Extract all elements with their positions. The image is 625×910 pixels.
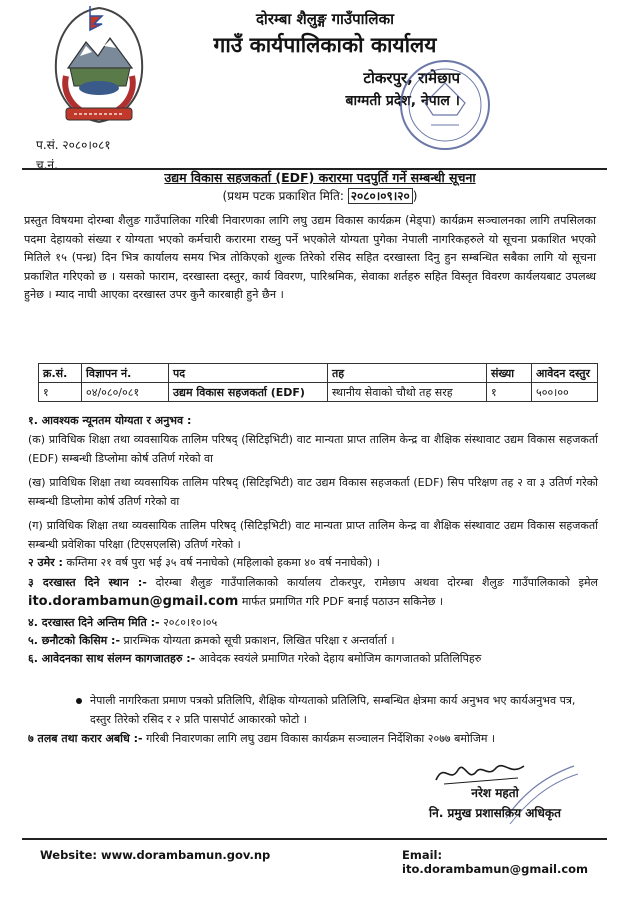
s2-text: कम्तिमा २१ वर्ष पुरा भई ३५ वर्ष ननाघेको (महिलाको हकमा ४० वर्ष ननाघेको) । — [66, 556, 380, 569]
col-ad-no: विज्ञापन नं. — [82, 364, 169, 383]
cell-ad-no: ०४/०८०/०८१ — [82, 383, 169, 402]
bullet-icon — [76, 698, 82, 704]
section-3 — [28, 574, 598, 611]
col-sn: क्र.सं. — [39, 364, 82, 383]
publish-prefix: (प्रथम पटक प्रकाशित मिति: — [222, 189, 344, 203]
office-province: बाग्मती प्रदेश, नेपाल । — [345, 93, 460, 109]
section-1-b: (ख) प्राविधिक शिक्षा तथा व्यवसायिक तालिम परिषद् (सिटिइभिटी) वाट उद्यम विकास सहजकर्ता (EDF) सिप परिक्षण तह २ वा ३ उतिर्ण गरेको सम्बन्धी डिप्लोमा कोर्ष उतिर्ण गरेको वा — [28, 476, 598, 508]
publish-date: २०८०।०९।२० — [348, 188, 413, 204]
municipality-name: दोरम्बा शैलुङ्ग गाउँपालिका — [255, 10, 395, 28]
office-stamp-icon — [395, 55, 495, 155]
s3-email-link[interactable]: ito.dorambamun@gmail.com — [28, 593, 239, 609]
col-post: पद — [169, 364, 328, 383]
cell-sn: १ — [39, 383, 82, 402]
s6-text: आवेदक स्वयंले प्रमाणित गरेको देहाय बमोजिम कागजातको प्रतिलिपिहरु — [198, 652, 482, 665]
section-6 — [28, 650, 598, 669]
cell-level: स्थानीय सेवाको चौथो तह सरह — [328, 383, 487, 402]
cell-post: उद्यम विकास सहजकर्ता (EDF) — [169, 383, 328, 402]
office-name: गाउँ कार्यपालिकाको कार्यालय — [213, 33, 437, 57]
office-address: टोकरपुर, रामेछाप — [363, 69, 460, 87]
section-4 — [28, 614, 598, 633]
s5-label: ५. छनौटको किसिम :- — [28, 634, 121, 647]
s4-text: २०८०।१०।०५ — [163, 616, 218, 629]
section-6-bullet — [90, 692, 595, 729]
s4-label: ४. दरखास्त दिने अन्तिम मिति :- — [28, 616, 160, 629]
footer-website[interactable]: Website: www.dorambamun.gov.np — [40, 848, 271, 862]
s7-label: ७ तलब तथा करार अबधि :- — [28, 732, 143, 745]
col-level: तह — [328, 364, 487, 383]
signer-name: नरेश महतो — [471, 786, 519, 800]
vacancy-table — [38, 363, 598, 402]
intro-paragraph: प्रस्तुत विषयमा दोरम्बा शैलुङ गाउँपालिका गरिबी निवारणका लागि लघु उद्यम विकास कार्यक्रम (मेड्पा) कार्यक्रम सञ्चालनका लागि तपसिलका पदमा देहायको संख्या र योग्यता भएको कर्मचारी करारमा राख्नु पर्ने भएकोले योग्यता पुगेका नेपाली नागरिकहरुले यो सूचना प्रकाशित भएको मितिले १५ (पन्ध्र) दिन भित्र कार्यालय समय भित्र तोकिएको शुल्क तिरेको रसिद सहित दरखास्ता दिनु हुन सम्बन्धित सबैका लागि यो सूचना प्रकाशित गरिएको छ । यसको फाराम, दरखास्ता दस्तुर, कार्य विवरण, पारिश्रमिक, सेवाका शर्तहरु सहित विस्तृत विवरण कार्यलयबाट उपलब्ध हुनेछ । म्याद नाघी आएका दरखास्त उपर कुनै कारबाही हुने छैन । — [24, 214, 596, 301]
s7-text: गरिबी निवारणका लागि लघु उद्यम विकास कार्यक्रम सञ्चालन निर्देशिका २०७७ बमोजिम । — [146, 732, 496, 745]
col-fee: आवेदन दस्तुर — [532, 364, 598, 383]
section-2 — [28, 554, 598, 573]
ref-no: प.सं. २०८०।०८१ — [36, 138, 111, 152]
col-count: संख्या — [487, 364, 532, 383]
table-row — [39, 383, 598, 402]
s6-label: ६. आवेदनका साथ संलग्न कागजातहरु :- — [28, 652, 196, 665]
section-1-a: (क) प्राविधिक शिक्षा तथा व्यवसायिक तालिम परिषद् (सिटिइभिटी) वाट मान्यता प्राप्त तालिम केन्द्र वा शैक्षिक संस्थावाट उद्यम विकास सहजकर्ता (EDF) सम्बन्धी डिप्लोमा कोर्ष उतिर्ण गरेको वा — [28, 433, 598, 465]
publish-date-line — [60, 187, 580, 206]
s3-label: ३ दरखास्त दिने स्थान :- — [28, 576, 147, 589]
s5-text: प्रारम्भिक योग्यता क्रमको सूची प्रकाशन, लिखित परिक्षा र अन्तर्वार्ता । — [123, 634, 395, 647]
section-1-c: (ग) प्राविधिक शिक्षा तथा व्यवसायिक तालिम परिषद् (सिटिइभिटी) वाट मान्यता प्राप्त तालिम केन्द्र वा शैक्षिक संस्थावाट उद्यम विकास सहजकर्ता सम्बन्धी प्रवेशिका परिक्षा (टिएसएलसि) उतिर्ण गरेको । — [28, 519, 598, 551]
footer-divider — [22, 838, 607, 840]
cell-count: १ — [487, 383, 532, 402]
section-1-title: १. आवश्यक न्यूनतम योग्यता र अनुभव : — [28, 414, 192, 427]
nepal-emblem-icon — [40, 2, 158, 130]
cell-fee: ५००।०० — [532, 383, 598, 402]
s3-text-a: दोरम्बा शैलुङ गाउँपालिकाको कार्यालय टोकरपुर, रामेछाप अथवा दोरम्बा शैलुङ गाउँपालिकाको इमेल — [155, 576, 599, 589]
signer-designation: नि. प्रमुख प्रशासकिय अधिकृत — [429, 806, 561, 820]
table-header-row — [39, 364, 598, 383]
s2-label: २ उमेर : — [28, 556, 63, 569]
section-5 — [28, 632, 598, 651]
publish-suffix: ) — [412, 189, 418, 203]
notice-title-block — [60, 168, 580, 206]
dispatch-no: च.नं. — [36, 158, 58, 172]
s3-text-b: मार्फत प्रमाणित गरि PDF बनाई पठाउन सकिनेछ । — [241, 594, 444, 608]
footer-email[interactable]: Email: ito.dorambamun@gmail.com — [402, 848, 589, 876]
section-7 — [28, 730, 598, 749]
s6-bullet-text: नेपाली नागरिकता प्रमाण पत्रको प्रतिलिपि, शैक्षिक योग्यताको प्रतिलिपि, सम्बन्धित क्षेत्रमा कार्य अनुभव भए कार्यअनुभव पत्र, दस्तुर तिरेको रसिद र २ प्रति पासपोर्ट आकारको फोटो । — [90, 694, 576, 726]
notice-title: उद्यम विकास सहजकर्ता (EDF) करारमा पदपुर्ति गर्ने सम्बन्धी सूचना — [164, 170, 476, 185]
